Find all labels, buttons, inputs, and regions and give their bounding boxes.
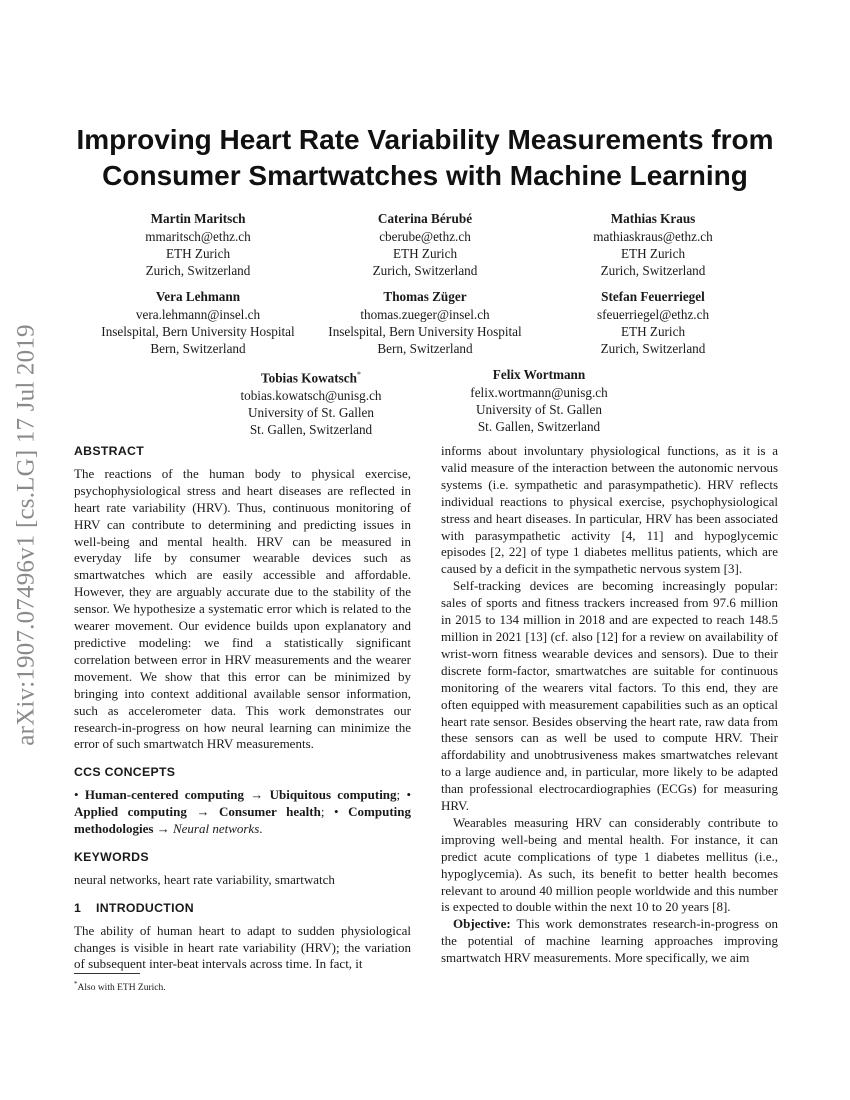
author-affiliation: ETH Zurich (392, 246, 458, 261)
author-location: Zurich, Switzerland (372, 263, 478, 278)
ccs-item: Human-centered computing → Ubiquitous computing (84, 787, 397, 803)
author-block (181, 366, 441, 438)
body-paragraph: Self-tracking devices are becoming increasingly popular: sales of sports and fitness trackers increased from 97.6 million in 2015 to 134 million in 2018 and are expected to reach 148.5 million in 2021 [13] (cf. also [12] for a review on availability of wrist-worn fitness wearable devices and sensors). Due to their discrete form-factor, smartwatches are suitable for continuous monitoring of the wearers vital factors. To this end, they are often equipped with measurement capabilities such as an optical heart rate sensor. Besides observing the heart rate, raw data from these sensors can as well be used to compute HRV. Their affordability and unobtrusiveness makes smartwatches relevant to a large audience and, in particular, more likely to be adapted than professional electrocardiographies (ECGs) for measuring HRV. (441, 578, 778, 814)
author-block (409, 366, 669, 435)
author-location: Zurich, Switzerland (600, 341, 706, 356)
section-number: 1 (74, 900, 82, 915)
body-paragraph: Wearables measuring HRV can considerably contribute to improving well-being and mental health. For instance, it can predict acute complications of type 1 diabetes mellitus (i.e., hypoglycemia). As such, its benefit to better health becomes relevant to around 40 million people worldwide and this number is expected to double within the next 10 to 20 years [8]. (441, 814, 778, 915)
author-affiliation: University of St. Gallen (248, 405, 374, 421)
footnote-divider (74, 973, 140, 974)
author-email: thomas.zueger@insel.ch (360, 307, 490, 322)
author-block (295, 210, 555, 279)
abstract-heading: ABSTRACT (74, 444, 145, 458)
ccs-concepts-list: • Human-centered computing → Ubiquitous computing; • Applied computing → Consumer health; • Computing methodologies → Neural networks. (74, 787, 411, 837)
author-name: Mathias Kraus (610, 211, 696, 226)
author-email: vera.lehmann@insel.ch (135, 307, 261, 322)
author-name: Stefan Feuerriegel (601, 289, 705, 304)
author-affiliation: University of St. Gallen (476, 402, 602, 417)
author-block (295, 288, 555, 357)
author-name: Felix Wortmann (492, 367, 586, 382)
ccs-item: Applied computing → Consumer health (74, 804, 321, 820)
author-email: sfeuerriegel@ethz.ch (596, 307, 710, 322)
footnote (74, 978, 166, 994)
author-block (523, 210, 783, 279)
author-location: Zurich, Switzerland (600, 263, 706, 278)
introduction-text: The ability of human heart to adapt to sudden physiological changes is visible in heart rate variability (HRV); the variation of subsequent inter-beat intervals across time. In fact, it (74, 922, 411, 972)
introduction-heading (74, 900, 411, 917)
arxiv-id-text: arXiv:1907.07496v1 [cs.LG] 17 Jul 2019 (13, 324, 41, 746)
keywords-heading: KEYWORDS (74, 849, 149, 864)
author-name: Caterina Bérubé (377, 211, 473, 226)
author-name: Thomas Züger (383, 289, 467, 304)
section-title: INTRODUCTION (96, 900, 194, 915)
title-line-1: Improving Heart Rate Variability Measurements from (76, 124, 774, 155)
right-column (441, 443, 778, 967)
bullet: • (334, 804, 339, 820)
author-block (523, 288, 783, 357)
author-block (68, 210, 328, 279)
objective-paragraph (441, 916, 778, 967)
bullet: • (74, 787, 79, 803)
affiliation-footnote-marker: * (356, 370, 361, 379)
author-email: mathiaskraus@ethz.ch (593, 229, 713, 244)
author-name: Vera Lehmann (155, 289, 241, 304)
author-location: Zurich, Switzerland (145, 263, 251, 278)
author-email: tobias.kowatsch@unisg.ch (240, 388, 382, 404)
author-location: Bern, Switzerland (377, 341, 473, 356)
author-location: St. Gallen, Switzerland (249, 422, 373, 438)
abstract-text: The reactions of the human body to physical exercise, psychophysiological stress and heart diseases are reflected in heart rate variability (HRV). Thus, continuous monitoring of HRV can contribute to determining and predicting issues in well-being and mental health. HRV can be measured in everyday life by consumer wearable devices such as smartwatches which are easily accessible and affordable. However, they are arguably accurate due to the stability of the sensor. We hypothesize a systematic error which is related to the wearer movement. Our evidence builds upon explanatory and predictive modeling: we find a statistically significant correlation between error in HRV measurements and the wearer movement. We show that this error can be minimized by bringing into context additional available sensor information, such as accelerometer data. This work demonstrates our research-in-progress on how neural learning can minimize the error of such smartwatch HRV measurements. (74, 465, 411, 752)
author-location: Bern, Switzerland (150, 341, 246, 356)
paper-title (60, 122, 790, 194)
author-affiliation: ETH Zurich (620, 246, 686, 261)
author-email: felix.wortmann@unisg.ch (470, 385, 608, 400)
body-paragraph: informs about involuntary physiological functions, as it is a valid measure of the interaction between the autonomic nervous systems (i.e. sympathetic and parasympathetic). HRV reflects individual reactions to physical exercise, psychophysiological stress and heart diseases. In particular, HRV has been associated with parasympathetic activity [4, 11] and hypoglycemic episodes [2, 22] of type 1 diabetes mellitus patients, which are caused by a deficit in the sympathetic nervous system [3]. (441, 443, 778, 577)
author-affiliation: ETH Zurich (620, 324, 686, 339)
author-affiliation: ETH Zurich (165, 246, 231, 261)
author-block (68, 288, 328, 357)
objective-label: Objective: (453, 916, 511, 932)
left-column (74, 443, 411, 973)
bullet: • (406, 787, 411, 803)
author-email: cberube@ethz.ch (379, 229, 471, 244)
author-affiliation: Inselspital, Bern University Hospital (328, 324, 522, 339)
author-affiliation: Inselspital, Bern University Hospital (101, 324, 295, 339)
ccs-item: Computing methodologies → (74, 804, 411, 837)
author-name: Martin Maritsch (150, 211, 246, 226)
ccs-concepts-heading: CCS CONCEPTS (74, 765, 176, 780)
footnote-text: Also with ETH Zurich. (77, 983, 166, 994)
arxiv-identifier-stamp (2, 300, 52, 770)
author-name: Tobias Kowatsch* (261, 370, 361, 386)
keywords-text: neural networks, heart rate variability, smartwatch (74, 871, 335, 887)
footnote-marker: * (74, 980, 78, 988)
author-location: St. Gallen, Switzerland (477, 419, 601, 434)
author-email: mmaritsch@ethz.ch (145, 229, 251, 244)
objective-text: This work demonstrates research-in-progress on the potential of machine learning approaches improving smartwatch HRV measurements. More specifically, we aim (441, 916, 778, 966)
title-line-2: Consumer Smartwatches with Machine Learning (102, 160, 748, 191)
ccs-subitem: Neural networks (172, 821, 260, 837)
